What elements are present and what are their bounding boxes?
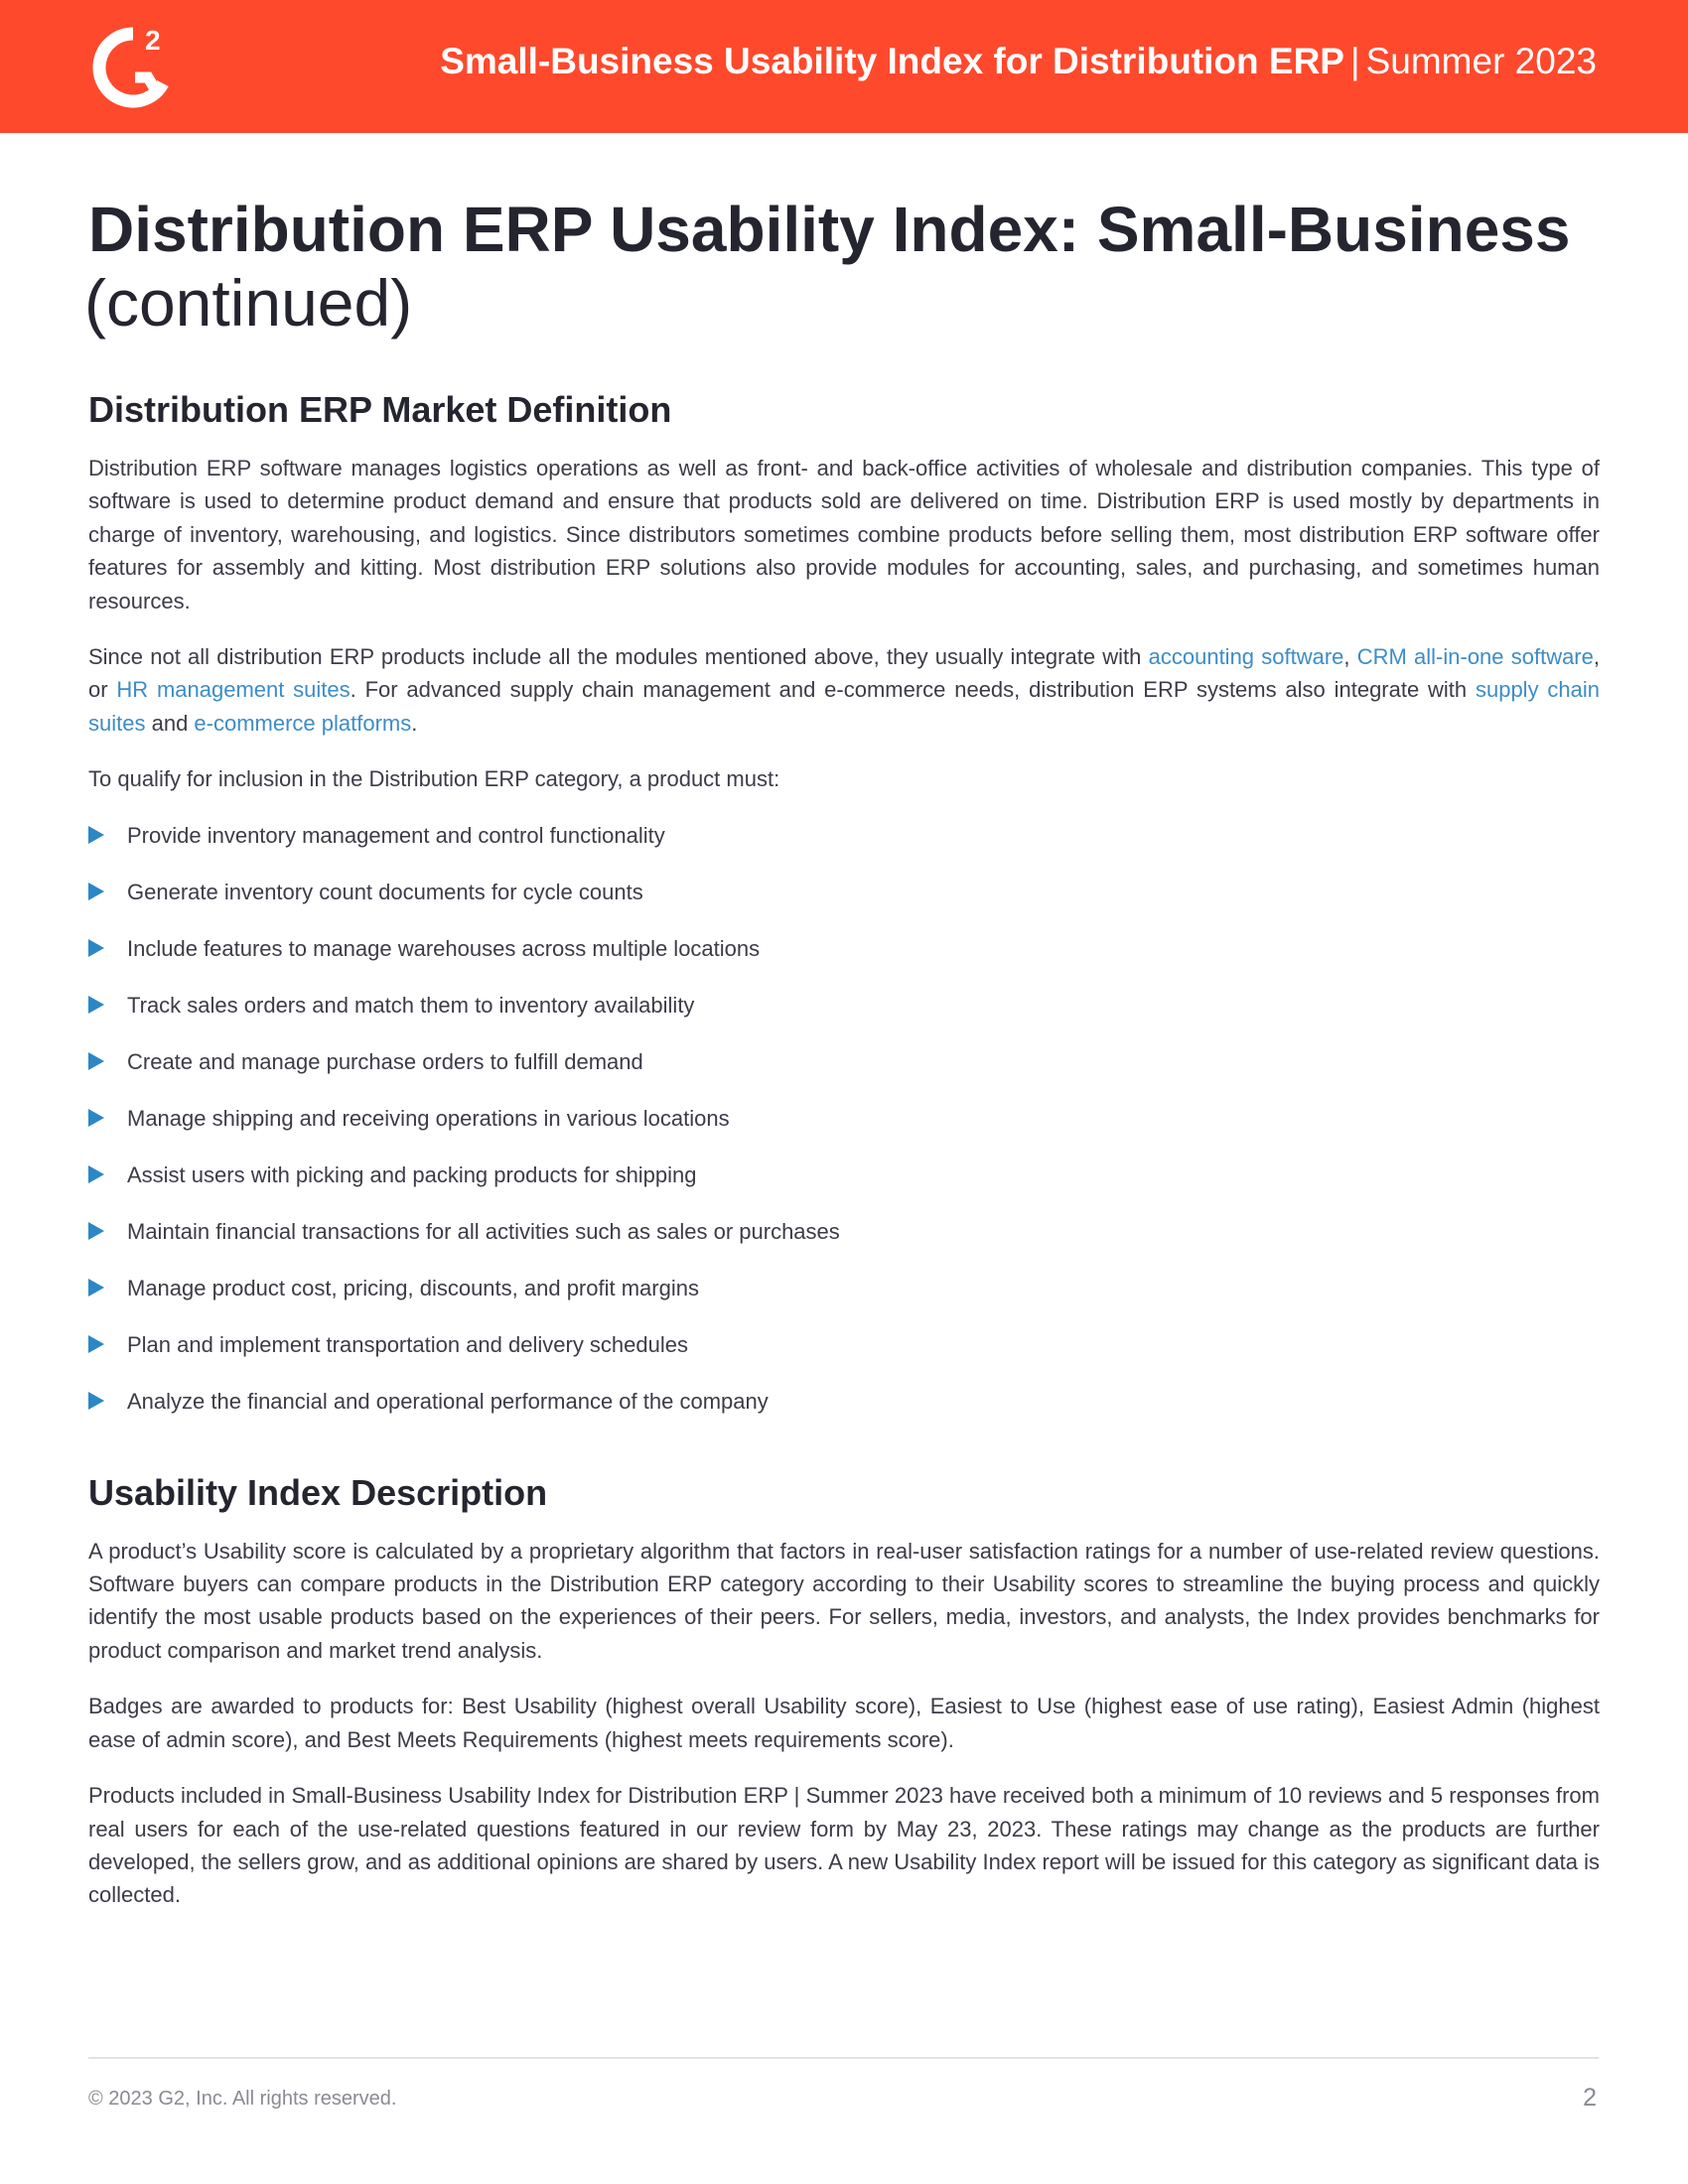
usability-description-paragraph-3: Products included in Small-Business Usability Index for Distribution ERP | Summer 2023 have received both a minimum of 10 reviews and 5 responses from real users for each of the use-related questions featured in our review form by May 23, 2023. These ratings may change as the products are further developed, the sellers grow, and as additional opinions are shared by users. A new Usability Index report will be issued for this category as significant data is collected.: [88, 1783, 1600, 1908]
criteria-text: Generate inventory count documents for cycle counts: [127, 879, 643, 904]
market-definition-paragraph-1: Distribution ERP software manages logistics operations as well as front- and back-office activities of wholesale and distribution companies. This type of software is used to determine product demand and ensure that products sold are delivered on time. Distribution ERP is used mostly by departments in charge of inventory, warehousing, and logistics. Since distributors sometimes combine products before selling them, most distribution ERP software offer features for assembly and kitting. Most distribution ERP solutions also provide modules for accounting, sales, and purchasing, and sometimes human resources.: [88, 456, 1600, 614]
criteria-text: Manage shipping and receiving operations in various locations: [127, 1105, 730, 1131]
bullet-arrow-icon: [88, 883, 104, 900]
criteria-text: Analyze the financial and operational performance of the company: [127, 1388, 769, 1414]
list-item: [88, 1102, 1600, 1135]
usability-description-heading: Usability Index Description: [88, 1471, 548, 1513]
page-title: Distribution ERP Usability Index: Small-Business: [88, 194, 1571, 265]
svg-text:2: 2: [145, 25, 161, 56]
text-run: ,: [1343, 644, 1357, 670]
list-item: [88, 1328, 1600, 1361]
criteria-text: Manage product cost, pricing, discounts, and profit margins: [127, 1275, 699, 1300]
bullet-arrow-icon: [88, 1165, 104, 1183]
list-item: [88, 932, 1600, 965]
list-item: [88, 1385, 1600, 1418]
bullet-arrow-icon: [88, 939, 104, 957]
bullet-arrow-icon: [88, 996, 104, 1014]
qualify-intro: To qualify for inclusion in the Distribution ERP category, a product must:: [88, 766, 780, 792]
e-commerce-platforms-link[interactable]: e-commerce platforms: [194, 710, 412, 736]
text-run: Since not all distribution ERP products include all the modules mentioned above, they usually integrate with: [88, 644, 1149, 670]
title-separator: |: [1349, 41, 1360, 81]
list-item: [88, 876, 1600, 908]
criteria-text: Track sales orders and match them to inventory availability: [127, 992, 695, 1018]
bullet-arrow-icon: [88, 1109, 104, 1127]
criteria-text: Include features to manage warehouses across multiple locations: [127, 935, 761, 961]
list-item: [88, 1272, 1600, 1304]
criteria-text: Maintain financial transactions for all activities such as sales or purchases: [127, 1218, 840, 1244]
criteria-text: Provide inventory management and control functionality: [127, 822, 665, 848]
criteria-list: [88, 819, 1600, 1418]
report-title: [440, 41, 1597, 82]
market-definition-heading: Distribution ERP Market Definition: [88, 389, 672, 430]
criteria-text: Plan and implement transportation and delivery schedules: [127, 1331, 688, 1357]
hr-management-suites-link[interactable]: HR management suites: [116, 677, 351, 703]
list-item: [88, 1159, 1600, 1191]
bullet-arrow-icon: [88, 1279, 104, 1297]
usability-description-paragraph-1: A product’s Usability score is calculated by a proprietary algorithm that factors in real-user satisfaction ratings for a number of use-related review questions. Software buyers can compare products in the Distribution ERP category according to their Usability scores to streamline the buying process and quickly identify the most usable products based on the experiences of their peers. For sellers, media, investors, and analysts, the Index provides benchmarks for product comparison and market trend analysis.: [88, 1538, 1600, 1663]
report-title-text: Small-Business Usability Index for Distribution ERP: [440, 41, 1344, 81]
text-run: , or: [88, 644, 1600, 703]
usability-description-paragraph-2: Badges are awarded to products for: Best Usability (highest overall Usability score), Easiest to Use (highest ease of use rating), Easiest Admin (highest ease of admin score), and Best Meets Requirements (highest meets requirements score).: [88, 1694, 1600, 1752]
criteria-text: Create and manage purchase orders to fulfill demand: [127, 1048, 643, 1074]
text-run: . For advanced supply chain management and e-commerce needs, distribution ERP systems also integrate with: [350, 677, 1476, 703]
bullet-arrow-icon: [88, 826, 104, 844]
list-item: [88, 1045, 1600, 1078]
footer-divider: [88, 2057, 1599, 2059]
bullet-arrow-icon: [88, 1052, 104, 1070]
report-season: Summer 2023: [1365, 41, 1597, 81]
list-item: [88, 1215, 1600, 1248]
crm-all-in-one-software-link[interactable]: CRM all-in-one software: [1356, 644, 1594, 670]
page-number: 2: [1583, 2084, 1597, 2112]
page-content: [84, 192, 1600, 1912]
criteria-text: Assist users with picking and packing products for shipping: [127, 1161, 697, 1187]
text-run: and: [145, 710, 195, 736]
page-subtitle: (continued): [84, 266, 413, 340]
text-run: .: [411, 710, 418, 736]
list-item: [88, 989, 1600, 1022]
market-definition-paragraph-2: [88, 640, 1600, 740]
accounting-software-link[interactable]: accounting software: [1148, 644, 1344, 670]
footer-copyright: © 2023 G2, Inc. All rights reserved.: [88, 2088, 397, 2110]
bullet-arrow-icon: [88, 1222, 104, 1240]
bullet-arrow-icon: [88, 1335, 104, 1353]
report-header: [0, 0, 1688, 133]
list-item: [88, 819, 1600, 852]
supply-chain-suites-link[interactable]: supply chain suites: [88, 677, 1600, 736]
bullet-arrow-icon: [88, 1392, 104, 1410]
g2-logo-icon: [85, 20, 181, 115]
